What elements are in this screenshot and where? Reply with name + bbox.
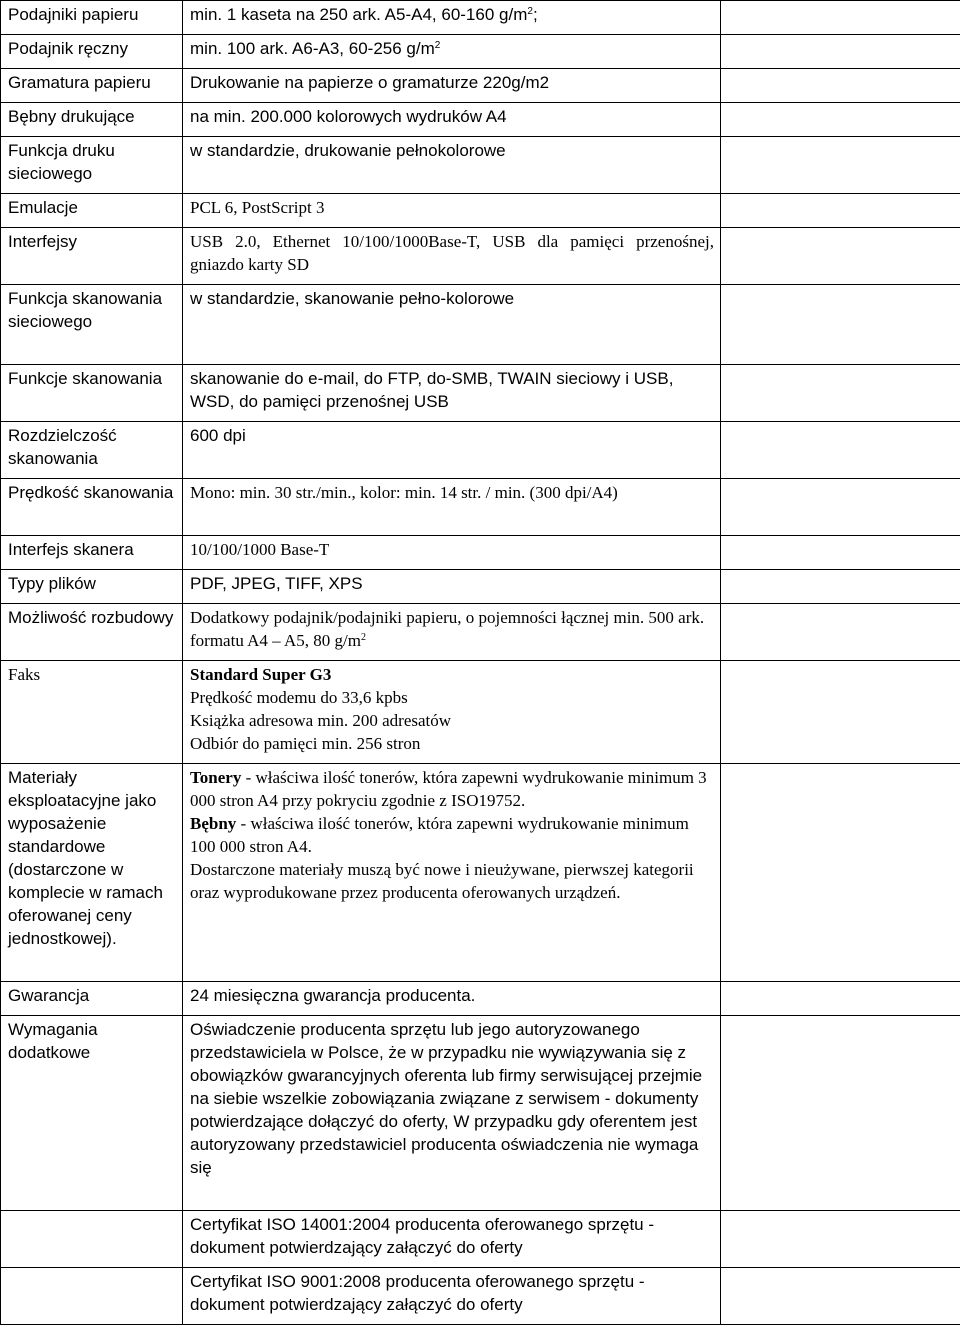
row-label: Podajnik ręczny	[1, 35, 183, 69]
table-row	[1, 1, 960, 35]
row-value: PDF, JPEG, TIFF, XPS	[183, 570, 721, 604]
fax-standard: Standard Super G3	[190, 665, 332, 684]
row-value: skanowanie do e-mail, do FTP, do-SMB, TWAIN sieciowy i USB, WSD, do pamięci przenośnej USB	[183, 365, 721, 422]
row-value: w standardzie, skanowanie pełno-kolorowe	[183, 285, 721, 365]
table-row	[1, 570, 960, 604]
empty-cell	[721, 422, 960, 479]
fax-details	[183, 661, 721, 764]
table-row	[1, 194, 960, 228]
row-label: Bębny drukujące	[1, 103, 183, 137]
consumables-details	[183, 764, 721, 982]
row-value: 600 dpi	[183, 422, 721, 479]
table-row	[1, 285, 960, 365]
table-row	[1, 365, 960, 422]
empty-cell	[721, 764, 960, 982]
empty-cell	[721, 228, 960, 285]
table-row	[1, 103, 960, 137]
row-value: Dodatkowy podajnik/podajniki papieru, o pojemności łącznej min. 500 ark. formatu A4 – A5, 80 $g/m^2$	[183, 604, 721, 661]
empty-cell	[721, 479, 960, 536]
table-row	[1, 479, 960, 536]
table-row	[1, 1268, 960, 1325]
drum-requirement: Bębny - właściwa ilość tonerów, która zapewni wydrukowanie minimum 100 000 stron A4.	[190, 814, 689, 856]
fax-line: Książka adresowa min. 200 adresatów	[190, 711, 452, 730]
row-value: Certyfikat ISO 9001:2008 producenta oferowanego sprzętu - dokument potwierdzający załączyć do oferty	[183, 1268, 721, 1325]
row-value: min. 100 ark. A6-A3, 60-256 $g/m^2$	[183, 35, 721, 69]
row-label: Prędkość skanowania	[1, 479, 183, 536]
empty-cell	[721, 570, 960, 604]
row-label: Interfejsy	[1, 228, 183, 285]
table-row	[1, 35, 960, 69]
empty-cell	[721, 194, 960, 228]
row-value: min. 1 kaseta na 250 ark. A5-A4, 60-160 $g/m^2$;	[183, 1, 721, 35]
row-label	[1, 1211, 183, 1268]
row-label	[1, 1268, 183, 1325]
row-label: Funkcje skanowania	[1, 365, 183, 422]
row-value: PCL 6, PostScript 3	[183, 194, 721, 228]
empty-cell	[721, 137, 960, 194]
table-row	[1, 604, 960, 661]
empty-cell	[721, 536, 960, 570]
empty-cell	[721, 1016, 960, 1211]
table-row	[1, 1211, 960, 1268]
row-value: Certyfikat ISO 14001:2004 producenta oferowanego sprzętu - dokument potwierdzający załączyć do oferty	[183, 1211, 721, 1268]
row-label: Gwarancja	[1, 982, 183, 1016]
row-label: Funkcja druku sieciowego	[1, 137, 183, 194]
table-row	[1, 228, 960, 285]
toner-requirement: Tonery - właściwa ilość tonerów, która zapewni wydrukowanie minimum 3 000 stron A4 przy pokryciu zgodnie z ISO19752.	[190, 768, 707, 810]
row-label: Faks	[1, 661, 183, 764]
row-value: w standardzie, drukowanie pełnokolorowe	[183, 137, 721, 194]
empty-cell	[721, 285, 960, 365]
empty-cell	[721, 661, 960, 764]
empty-cell	[721, 1, 960, 35]
table-row	[1, 536, 960, 570]
row-value: USB 2.0, Ethernet 10/100/1000Base-T, USB dla pamięci przenośnej, gniazdo karty SD	[183, 228, 721, 285]
table-row	[1, 1016, 960, 1211]
fax-line: Odbiór do pamięci min. 256 stron	[190, 734, 421, 753]
row-label: Możliwość rozbudowy	[1, 604, 183, 661]
fax-line: Prędkość modemu do 33,6 kpbs	[190, 688, 408, 707]
row-label: Podajniki papieru	[1, 1, 183, 35]
table-row	[1, 69, 960, 103]
row-label: Materiały eksploatacyjne jako wyposażenie standardowe (dostarczone w komplecie w ramach oferowanej ceny jednostkowej).	[1, 764, 183, 982]
row-label: Typy plików	[1, 570, 183, 604]
row-label: Wymagania dodatkowe	[1, 1016, 183, 1211]
empty-cell	[721, 35, 960, 69]
row-value: 10/100/1000 Base-T	[183, 536, 721, 570]
table-row	[1, 982, 960, 1016]
row-label: Rozdzielczość skanowania	[1, 422, 183, 479]
row-value: 24 miesięczna gwarancja producenta.	[183, 982, 721, 1016]
empty-cell	[721, 365, 960, 422]
row-label: Interfejs skanera	[1, 536, 183, 570]
row-value: Oświadczenie producenta sprzętu lub jego autoryzowanego przedstawiciela w Polsce, że w przypadku nie wywiązywania się z obowiązków gwarancyjnych oferenta lub firmy serwisującej przejmie na siebie wszelkie zobowiązania związane z serwisem - dokumenty potwierdzające dołączyć do oferty, W przypadku gdy oferentem jest autoryzowany przedstawiciel producenta oświadczenia nie wymaga się	[183, 1016, 721, 1211]
empty-cell	[721, 1211, 960, 1268]
table-row	[1, 137, 960, 194]
row-value: Mono: min. 30 str./min., kolor: min. 14 str. / min. (300 dpi/A4)	[183, 479, 721, 536]
empty-cell	[721, 69, 960, 103]
empty-cell	[721, 1268, 960, 1325]
table-row	[1, 422, 960, 479]
consumables-note: Dostarczone materiały muszą być nowe i nieużywane, pierwszej kategorii oraz wyprodukowane przez producenta oferowanych urządzeń.	[190, 860, 694, 902]
table-row	[1, 764, 960, 982]
empty-cell	[721, 982, 960, 1016]
table-row	[1, 661, 960, 764]
row-label: Funkcja skanowania sieciowego	[1, 285, 183, 365]
row-value: na min. 200.000 kolorowych wydruków A4	[183, 103, 721, 137]
row-label: Gramatura papieru	[1, 69, 183, 103]
row-label: Emulacje	[1, 194, 183, 228]
row-value: Drukowanie na papierze o gramaturze 220g/m2	[183, 69, 721, 103]
empty-cell	[721, 103, 960, 137]
empty-cell	[721, 604, 960, 661]
